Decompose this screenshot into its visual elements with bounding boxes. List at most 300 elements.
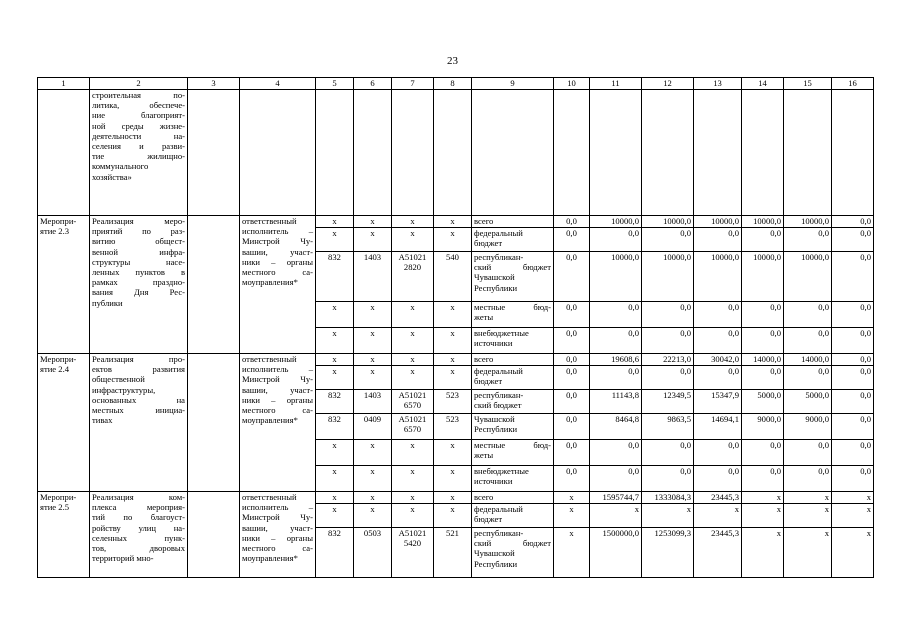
- value-cell: 9863,5: [642, 414, 694, 440]
- grbs-code: х: [316, 366, 354, 390]
- value-cell: 10000,0: [784, 216, 832, 228]
- cell-line: витию общест-: [92, 236, 185, 247]
- value-cell: 1253099,3: [642, 528, 694, 578]
- value-cell: х: [784, 528, 832, 578]
- cell-line: Реализация ком-: [92, 492, 185, 502]
- header-cell-1: 1: [38, 78, 90, 90]
- cell-line: ние благоприят-: [92, 110, 185, 121]
- value-cell: 0,0: [554, 414, 590, 440]
- cell-line: моуправления*: [242, 277, 298, 288]
- cell-col-11: [590, 90, 642, 216]
- value-cell: 0,0: [742, 328, 784, 354]
- cell-col-13: [694, 90, 742, 216]
- cell-line: 2820: [403, 262, 422, 273]
- cell-line: А51021: [398, 390, 427, 400]
- funding-source: [472, 366, 554, 390]
- table-row: [38, 492, 874, 504]
- measure-executor: [240, 354, 316, 492]
- cell-line: тов, дворовых: [92, 543, 185, 554]
- cell-col-5: [316, 90, 354, 216]
- funding-source: [472, 328, 554, 354]
- cell-line: А51021: [398, 528, 427, 538]
- section-code: х: [354, 228, 392, 252]
- value-cell: 0,0: [832, 440, 874, 466]
- funding-source: [472, 228, 554, 252]
- cell-line: вашии, участ-: [242, 246, 313, 257]
- cell-line: местные бюд-: [474, 440, 551, 450]
- cell-line: внебюджетные: [474, 466, 529, 476]
- value-cell: 0,0: [694, 302, 742, 328]
- cell-col-7: [392, 90, 434, 216]
- grbs-code: 832: [316, 528, 354, 578]
- measure-col3: [188, 216, 240, 354]
- measure-title: [90, 354, 188, 492]
- value-cell: 0,0: [832, 216, 874, 228]
- target-article: [392, 390, 434, 414]
- value-cell: 22213,0: [642, 354, 694, 366]
- cell-line: ной среды жизне-: [92, 120, 185, 131]
- value-cell: 0,0: [742, 440, 784, 466]
- cell-line: селенных пунк-: [92, 532, 185, 543]
- cell-line: республикан-: [474, 390, 524, 400]
- value-cell: 0,0: [590, 302, 642, 328]
- grbs-code: х: [316, 440, 354, 466]
- cell-line: местные бюд-: [474, 302, 551, 312]
- target-article: х: [392, 328, 434, 354]
- cell-col-8: [434, 90, 472, 216]
- cell-line: бюджет: [474, 514, 503, 525]
- value-cell: х: [832, 504, 874, 528]
- header-cell-5: 5: [316, 78, 354, 90]
- cell-line: местного са-: [242, 405, 313, 416]
- grbs-code: 832: [316, 414, 354, 440]
- cell-line: хозяйства»: [92, 171, 132, 182]
- cell-line: Республики: [474, 558, 518, 569]
- cell-line: всего: [474, 354, 494, 364]
- value-cell: 10000,0: [742, 252, 784, 302]
- expense-type: х: [434, 504, 472, 528]
- cell-line: публики: [92, 297, 123, 308]
- section-code: х: [354, 366, 392, 390]
- measure-title: [90, 216, 188, 354]
- cell-line: жеты: [474, 312, 494, 323]
- value-cell: 0,0: [554, 228, 590, 252]
- value-cell: 10000,0: [694, 216, 742, 228]
- cell-line: Республики: [474, 282, 518, 293]
- grbs-code: х: [316, 354, 354, 366]
- value-cell: 10000,0: [694, 252, 742, 302]
- cell-line: бюджет: [474, 238, 503, 249]
- cell-line: республикан-: [474, 252, 524, 262]
- measure-col3: [188, 492, 240, 578]
- cell-line: источники: [474, 476, 513, 487]
- header-cell-9: 9: [472, 78, 554, 90]
- grbs-code: 832: [316, 390, 354, 414]
- value-cell: 1500000,0: [590, 528, 642, 578]
- value-cell: 0,0: [554, 466, 590, 492]
- value-cell: 0,0: [554, 302, 590, 328]
- cell-line: 6570: [403, 400, 422, 411]
- table-row: [38, 216, 874, 228]
- cell-line: Меропри-: [40, 354, 77, 364]
- cell-line: Реализация меро-: [92, 216, 185, 226]
- cell-line: ники – органы: [242, 394, 313, 405]
- section-code: х: [354, 354, 392, 366]
- section-code: х: [354, 328, 392, 354]
- page-number: 23: [447, 55, 458, 67]
- value-cell: 0,0: [642, 228, 694, 252]
- value-cell: 0,0: [590, 440, 642, 466]
- target-article: х: [392, 354, 434, 366]
- value-cell: 0,0: [832, 328, 874, 354]
- cell-lines: [474, 504, 551, 524]
- funding-source: [472, 440, 554, 466]
- value-cell: 11143,8: [590, 390, 642, 414]
- value-cell: 23445,3: [694, 492, 742, 504]
- value-cell: 0,0: [554, 252, 590, 302]
- value-cell: 0,0: [694, 366, 742, 390]
- value-cell: 0,0: [642, 466, 694, 492]
- value-cell: 8464,8: [590, 414, 642, 440]
- expense-type: х: [434, 228, 472, 252]
- grbs-code: х: [316, 492, 354, 504]
- value-cell: х: [742, 528, 784, 578]
- value-cell: 30042,0: [694, 354, 742, 366]
- section-code: х: [354, 466, 392, 492]
- cell-lines: [474, 216, 551, 226]
- cell-line: 6570: [403, 424, 422, 435]
- value-cell: 9000,0: [742, 414, 784, 440]
- cell-line: ектов развития: [92, 364, 185, 375]
- value-cell: 14000,0: [742, 354, 784, 366]
- cell-line: венной инфра-: [92, 246, 185, 257]
- funding-source: [472, 504, 554, 528]
- cell-lines: [474, 302, 551, 322]
- cell-col-16: [832, 90, 874, 216]
- cell-line: Минстрой Чу-: [242, 374, 313, 385]
- header-cell-7: 7: [392, 78, 434, 90]
- section-code: 0409: [354, 414, 392, 440]
- grbs-code: х: [316, 216, 354, 228]
- measure-code: [38, 354, 90, 492]
- target-article: х: [392, 302, 434, 328]
- cell-line: вашии, участ-: [242, 384, 313, 395]
- expense-type: 521: [434, 528, 472, 578]
- value-cell: 0,0: [554, 354, 590, 366]
- value-cell: 0,0: [554, 390, 590, 414]
- cell-line: коммунального: [92, 161, 149, 172]
- value-cell: 9000,0: [784, 414, 832, 440]
- expense-type: х: [434, 328, 472, 354]
- target-article: х: [392, 366, 434, 390]
- cell-lines: [394, 528, 431, 548]
- grbs-code: х: [316, 466, 354, 492]
- cell-line: ники – органы: [242, 256, 313, 267]
- cell-line: тий по благоуст-: [92, 512, 185, 523]
- value-cell: 5000,0: [742, 390, 784, 414]
- value-cell: 0,0: [590, 228, 642, 252]
- value-cell: 10000,0: [784, 252, 832, 302]
- header-cell-8: 8: [434, 78, 472, 90]
- cell-lines: [474, 252, 551, 293]
- cell-line: федеральный: [474, 366, 523, 376]
- cell-lines: [474, 354, 551, 364]
- cell-col-14: [742, 90, 784, 216]
- grbs-code: х: [316, 228, 354, 252]
- cell-line: республикан-: [474, 528, 524, 538]
- cell-line: ятие 2.4: [40, 364, 70, 375]
- cell-line: Меропри-: [40, 216, 77, 226]
- target-article: х: [392, 440, 434, 466]
- value-cell: 10000,0: [642, 216, 694, 228]
- cell-line: рамках праздно-: [92, 277, 185, 288]
- cell-line: всего: [474, 216, 494, 226]
- measure-code: [38, 492, 90, 578]
- funding-source: [472, 492, 554, 504]
- value-cell: 0,0: [784, 466, 832, 492]
- section-code: 1403: [354, 252, 392, 302]
- funding-source: [472, 466, 554, 492]
- cell-lines: [40, 354, 87, 374]
- cell-lines: [92, 216, 185, 308]
- cell-line: структуры насе-: [92, 256, 185, 267]
- header-cell-13: 13: [694, 78, 742, 90]
- header-cell-10: 10: [554, 78, 590, 90]
- expense-type: х: [434, 302, 472, 328]
- value-cell: 15347,9: [694, 390, 742, 414]
- header-cell-12: 12: [642, 78, 694, 90]
- section-code: х: [354, 216, 392, 228]
- section-code: х: [354, 440, 392, 466]
- cell-line: Минстрой Чу-: [242, 236, 313, 247]
- cell-line: ройству улиц на-: [92, 522, 185, 533]
- cell-col-12: [642, 90, 694, 216]
- cell-col-9: [472, 90, 554, 216]
- value-cell: 0,0: [832, 366, 874, 390]
- cell-line: Меропри-: [40, 492, 77, 502]
- cell-lines: [474, 466, 551, 486]
- cell-line: 5420: [403, 538, 422, 549]
- grbs-code: х: [316, 302, 354, 328]
- cell-line: территорий мно-: [92, 553, 154, 564]
- cell-lines: [474, 366, 551, 386]
- value-cell: 0,0: [784, 366, 832, 390]
- cell-line: ники – органы: [242, 532, 313, 543]
- cell-line: ответственный: [242, 492, 297, 502]
- cell-line: Чувашской: [474, 548, 515, 559]
- header-row: [38, 78, 874, 90]
- expense-type: х: [434, 440, 472, 466]
- expense-type: 540: [434, 252, 472, 302]
- value-cell: 19608,6: [590, 354, 642, 366]
- cell-col-15: [784, 90, 832, 216]
- cell-line: ответственный: [242, 354, 297, 364]
- cell-col-2: [90, 90, 188, 216]
- cell-line: тие жилищно-: [92, 151, 185, 162]
- value-cell: 0,0: [694, 228, 742, 252]
- cell-line: бюджет: [474, 376, 503, 387]
- cell-line: местного са-: [242, 543, 313, 554]
- cell-lines: [394, 252, 431, 272]
- header-cell-16: 16: [832, 78, 874, 90]
- value-cell: х: [554, 504, 590, 528]
- target-article: х: [392, 228, 434, 252]
- value-cell: 14694,1: [694, 414, 742, 440]
- expense-type: 523: [434, 414, 472, 440]
- value-cell: 0,0: [832, 414, 874, 440]
- section-code: х: [354, 504, 392, 528]
- value-cell: х: [742, 504, 784, 528]
- value-cell: 0,0: [554, 366, 590, 390]
- section-code: х: [354, 302, 392, 328]
- value-cell: 0,0: [642, 302, 694, 328]
- cell-line: исполнитель –: [242, 502, 313, 513]
- value-cell: 0,0: [832, 354, 874, 366]
- cell-line: А51021: [398, 414, 427, 424]
- value-cell: 10000,0: [590, 216, 642, 228]
- value-cell: 0,0: [832, 390, 874, 414]
- header-cell-14: 14: [742, 78, 784, 90]
- header-cell-11: 11: [590, 78, 642, 90]
- cell-line: местного са-: [242, 267, 313, 278]
- cell-line: Реализация про-: [92, 354, 185, 364]
- cell-lines: [242, 354, 313, 425]
- cell-line: плекса мероприя-: [92, 502, 185, 513]
- value-cell: 1595744,7: [590, 492, 642, 504]
- cell-line: всего: [474, 492, 494, 502]
- continuation-row: [38, 90, 874, 216]
- value-cell: 10000,0: [590, 252, 642, 302]
- value-cell: 0,0: [784, 440, 832, 466]
- cell-line: Республики: [474, 424, 518, 435]
- cell-line: ский бюджет: [474, 262, 551, 273]
- value-cell: 5000,0: [784, 390, 832, 414]
- expense-type: х: [434, 466, 472, 492]
- cell-line: моуправления*: [242, 415, 298, 426]
- cell-col-6: [354, 90, 392, 216]
- cell-line: внебюджетные: [474, 328, 529, 338]
- funding-source: [472, 354, 554, 366]
- value-cell: х: [832, 528, 874, 578]
- value-cell: 0,0: [784, 228, 832, 252]
- measure-executor: [240, 216, 316, 354]
- cell-line: А51021: [398, 252, 427, 262]
- cell-lines: [474, 528, 551, 569]
- cell-line: Чувашской: [474, 272, 515, 283]
- measure-title: [90, 492, 188, 578]
- cell-lines: [394, 414, 431, 434]
- cell-line: жеты: [474, 450, 494, 461]
- value-cell: 0,0: [642, 440, 694, 466]
- value-cell: 0,0: [742, 228, 784, 252]
- target-article: х: [392, 216, 434, 228]
- grbs-code: х: [316, 504, 354, 528]
- cell-line: федеральный: [474, 504, 523, 514]
- cell-line: Минстрой Чу-: [242, 512, 313, 523]
- cell-lines: [474, 228, 551, 248]
- cell-line: основанных на: [92, 394, 185, 405]
- value-cell: 10000,0: [742, 216, 784, 228]
- grbs-code: х: [316, 328, 354, 354]
- cell-col-1: [38, 90, 90, 216]
- cell-line: источники: [474, 338, 513, 349]
- section-code: 0503: [354, 528, 392, 578]
- value-cell: х: [832, 492, 874, 504]
- value-cell: х: [694, 504, 742, 528]
- target-article: [392, 414, 434, 440]
- value-cell: 0,0: [832, 228, 874, 252]
- value-cell: 0,0: [742, 366, 784, 390]
- header-cell-6: 6: [354, 78, 392, 90]
- cell-lines: [40, 492, 87, 512]
- table-row: [38, 354, 874, 366]
- cell-line: Чувашской: [474, 414, 515, 424]
- value-cell: 14000,0: [784, 354, 832, 366]
- value-cell: 12349,5: [642, 390, 694, 414]
- value-cell: 0,0: [554, 216, 590, 228]
- value-cell: 0,0: [642, 328, 694, 354]
- value-cell: 0,0: [742, 302, 784, 328]
- header-cell-2: 2: [90, 78, 188, 90]
- cell-line: селения и разви-: [92, 141, 185, 152]
- cell-line: инфраструктуры,: [92, 384, 156, 395]
- cell-line: ятие 2.3: [40, 226, 70, 237]
- cell-line: общественной: [92, 374, 145, 385]
- cell-lines: [92, 90, 185, 182]
- cell-line: моуправления*: [242, 553, 298, 564]
- cell-line: литика, обеспече-: [92, 100, 185, 111]
- cell-line: ленных пунктов в: [92, 267, 185, 278]
- value-cell: 0,0: [832, 252, 874, 302]
- expense-type: х: [434, 492, 472, 504]
- expense-type: 523: [434, 390, 472, 414]
- value-cell: 0,0: [784, 328, 832, 354]
- funding-source: [472, 216, 554, 228]
- funding-source: [472, 252, 554, 302]
- value-cell: 23445,3: [694, 528, 742, 578]
- cell-lines: [92, 492, 185, 563]
- value-cell: х: [784, 504, 832, 528]
- value-cell: 0,0: [694, 466, 742, 492]
- funding-source: [472, 528, 554, 578]
- value-cell: 0,0: [554, 328, 590, 354]
- cell-lines: [474, 414, 551, 434]
- section-code: х: [354, 492, 392, 504]
- cell-line: местных инициа-: [92, 405, 185, 416]
- cell-line: ятие 2.5: [40, 502, 70, 513]
- expense-type: х: [434, 354, 472, 366]
- cell-line: приятий по раз-: [92, 226, 185, 237]
- budget-table: [37, 77, 874, 578]
- cell-lines: [474, 492, 551, 502]
- target-article: х: [392, 466, 434, 492]
- funding-source: [472, 414, 554, 440]
- funding-source: [472, 302, 554, 328]
- value-cell: 0,0: [590, 466, 642, 492]
- cell-lines: [474, 328, 551, 348]
- cell-line: исполнитель –: [242, 226, 313, 237]
- target-article: [392, 252, 434, 302]
- value-cell: 0,0: [590, 366, 642, 390]
- target-article: [392, 528, 434, 578]
- cell-lines: [474, 440, 551, 460]
- cell-lines: [242, 492, 313, 563]
- value-cell: 0,0: [832, 302, 874, 328]
- cell-col-10: [554, 90, 590, 216]
- value-cell: 0,0: [784, 302, 832, 328]
- value-cell: 1333084,3: [642, 492, 694, 504]
- header-cell-15: 15: [784, 78, 832, 90]
